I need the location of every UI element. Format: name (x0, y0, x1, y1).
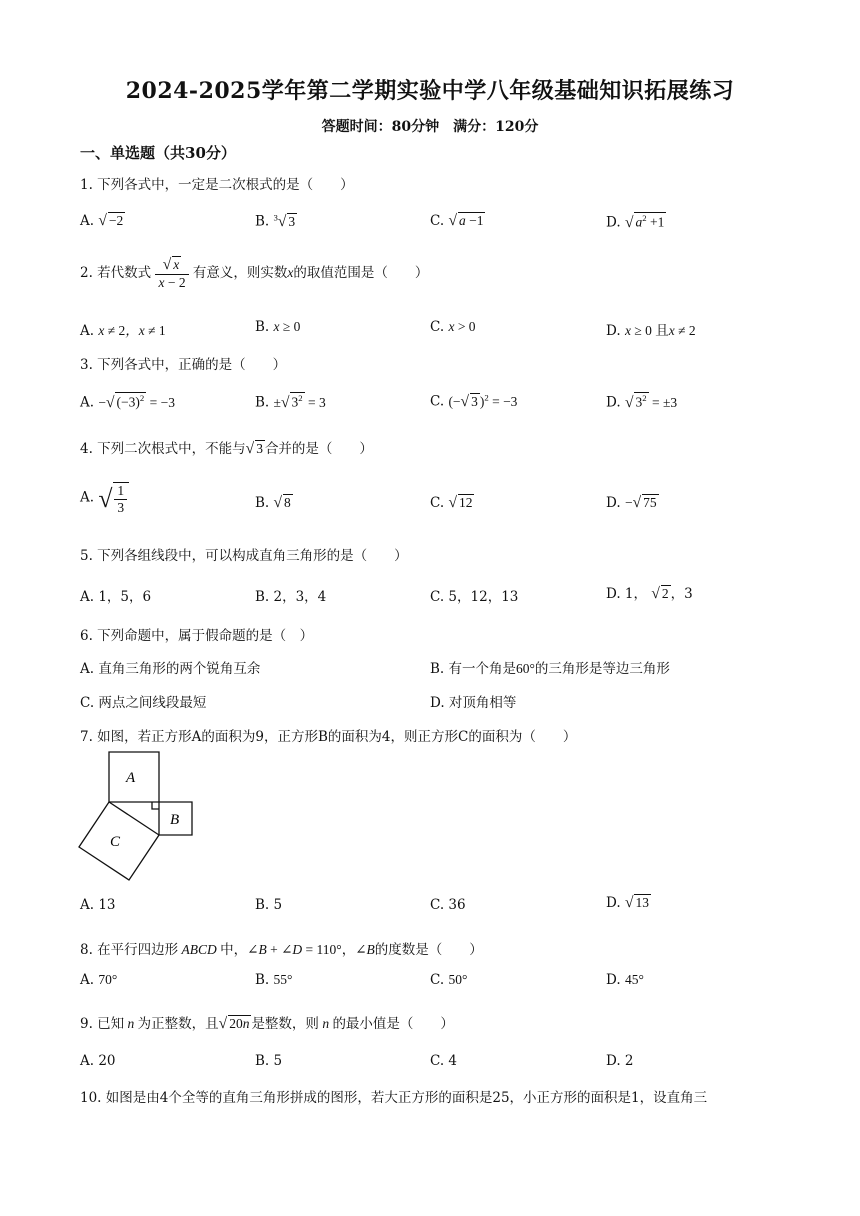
q5-option-a: A. 1，5，6 (80, 589, 152, 605)
q6-option-d: D. 对顶角相等 (430, 695, 517, 711)
q4-option-c: C. √ 12 (430, 494, 473, 511)
q7-option-d: D. √ 13 (606, 894, 649, 911)
q2-option-c: C. x > 0 (430, 319, 476, 335)
question-1-stem: 1. 下列各式中，一定是二次根式的是（ ） (80, 177, 354, 193)
q7-option-c: C. 36 (430, 897, 466, 913)
q9-option-c: C. 4 (430, 1053, 458, 1069)
q8-option-b: B. 55° (255, 972, 293, 988)
q9-option-a: A. 20 (80, 1053, 116, 1069)
q1-option-b: B. $^3$√ 3 (255, 212, 296, 230)
q9-option-b: B. 5 (255, 1053, 283, 1069)
q2-option-a: A. x ≠ 2，x ≠ 1 (80, 323, 166, 339)
q5-option-d: D. 1， √ 2 ，3 (606, 585, 693, 602)
exam-info: 答题时间：80分钟 满分：120分 (321, 119, 539, 135)
question-3-stem: 3. 下列各式中，正确的是（ ） (80, 357, 287, 373)
q3-option-a: A. −√ $(-3)^2 = -3$ (80, 393, 175, 411)
label-b: B (170, 812, 180, 828)
question-6-stem: 6. 下列命题中，属于假命题的是（ ） (80, 628, 314, 644)
q6-option-c: C. 两点之间线段最短 (80, 695, 207, 711)
question-2-stem: 2. 若代数式 $\frac{√ x}{x - 2}$ 有意义，则实数x的取值范围是（ ） (80, 256, 429, 290)
q4-option-a: A. √ $\frac{1}{3}$ (80, 482, 129, 515)
q6-option-b: B. 有一个角是60°的三角形是等边三角形 (430, 661, 670, 677)
q7-option-b: B. 5 (255, 897, 283, 913)
q2-option-d: D. x ≥ 0 且x ≠ 2 (606, 323, 696, 339)
question-5-stem: 5. 下列各组线段中，可以构成直角三角形的是（ ） (80, 548, 408, 564)
q1-option-d: D. √ $a^2 +1$ (606, 213, 665, 231)
q2-option-b: B. x ≥ 0 (255, 319, 301, 335)
q6-option-a: A. 直角三角形的两个锐角互余 (80, 661, 261, 677)
q3-option-d: D. √ $3^2 = \pm 3$ (606, 393, 678, 411)
question-8-stem: 8. 在平行四边形 ABCD 中，∠B + ∠D = 110°，∠B的度数是（ ） (80, 942, 483, 958)
q7-figure (74, 748, 198, 884)
question-4-stem: 4. 下列二次根式中，不能与√ 3 合并的是（ ） (80, 440, 373, 457)
q1-option-a: A. √ −2 (80, 212, 124, 229)
q7-option-a: A. 13 (80, 897, 116, 913)
q3-option-c: C. (−√ 3 )$^2$ = −3 (430, 392, 518, 410)
page-title: 2024-2025学年第二学期实验中学八年级基础知识拓展练习 (125, 78, 735, 104)
q9-option-d: D. 2 (606, 1053, 634, 1069)
label-a: A (126, 770, 136, 786)
q8-option-c: C. 50° (430, 972, 468, 988)
q5-option-c: C. 5，12，13 (430, 589, 519, 605)
q5-option-b: B. 2，3，4 (255, 589, 327, 605)
q4-option-d: D. −√ 75 (606, 494, 657, 511)
label-c: C (110, 834, 121, 850)
question-10-stem: 10. 如图是由4个全等的直角三角形拼成的图形，若大正方形的面积是25，小正方形的面积是1，设直角三 (80, 1090, 708, 1106)
section-heading: 一、单选题（共30分） (80, 144, 236, 162)
q3-option-b: B. ±√ $3^2 = 3$ (255, 393, 326, 411)
q8-option-a: A. 70° (80, 972, 118, 988)
right-angle-marker (152, 802, 159, 809)
question-7-stem: 7. 如图，若正方形A的面积为9，正方形B的面积为4，则正方形C的面积为（ ） (80, 729, 577, 745)
q4-option-b: B. √ 8 (255, 494, 291, 511)
question-9-stem: 9. 已知 n 为正整数，且√ 20n 是整数，则 n 的最小值是（ ） (80, 1015, 454, 1032)
q8-option-d: D. 45° (606, 972, 644, 988)
q1-option-c: C. √ a −1 (430, 212, 484, 229)
